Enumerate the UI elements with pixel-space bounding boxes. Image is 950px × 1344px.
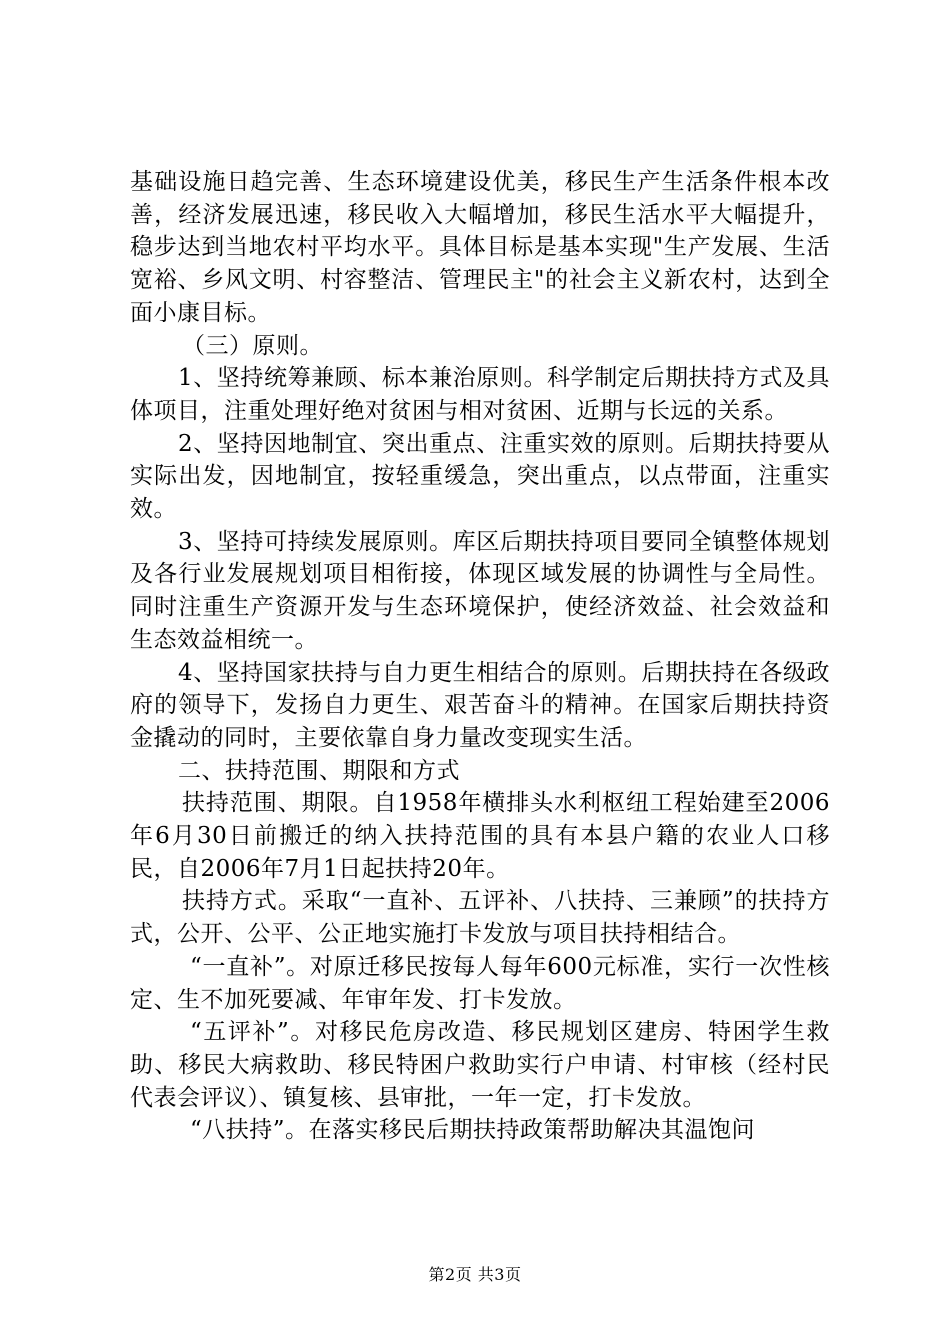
paragraph-direct-subsidy: “一直补”。对原迁移民按每人每年600元标准，实行一次性核定、生不加死要减、年审年发、打卡发放。 bbox=[130, 953, 830, 1013]
heading-principles: （三）原则。 bbox=[182, 332, 323, 359]
paragraph-principle-4: 4、坚持国家扶持与自力更生相结合的原则。后期扶持在各级政府的领导下，发扬自力更生、艰苦奋斗的精神。在国家后期扶持资金撬动的同时，主要依靠自身力量改变现实生活。 bbox=[130, 659, 830, 751]
paragraph-support-method: 扶持方式。采取“一直补、五评补、八扶持、三兼顾”的扶持方式，公开、公平、公正地实施打卡发放与项目扶持相结合。 bbox=[130, 888, 830, 948]
paragraph-eight-supports: “八扶持”。在落实移民后期扶持政策帮助解决其温饱问 bbox=[190, 1117, 756, 1144]
paragraph-principle-3: 3、坚持可持续发展原则。库区后期扶持项目要同全镇整体规划及各行业发展规划项目相衔接，体现区域发展的协调性与全局性。同时注重生产资源开发与生态环境保护，使经济效益、社会效益和生态效益相统一。 bbox=[130, 528, 830, 653]
page-footer: 第2页 共3页 bbox=[428, 1265, 522, 1284]
paragraph-scope-period: 扶持范围、期限。自1958年横排头水利枢纽工程始建至2006年6月30日前搬迁的纳入扶持范围的具有本县户籍的农业人口移民，自2006年7月1日起扶持20年。 bbox=[130, 790, 830, 882]
paragraph-principle-2: 2、坚持因地制宜、突出重点、注重实效的原则。后期扶持要从实际出发，因地制宜，按轻重缓急，突出重点，以点带面，注重实效。 bbox=[130, 430, 830, 523]
paragraph-five-reviews: “五评补”。对移民危房改造、移民规划区建房、特困学生救助、移民大病救助、移民特困户救助实行户申请、村审核（经村民代表会评议）、镇复核、县审批，一年一定，打卡发放。 bbox=[130, 1019, 830, 1111]
heading-scope: 二、扶持范围、期限和方式 bbox=[178, 757, 460, 784]
paragraph-goals: 基础设施日趋完善、生态环境建设优美，移民生产生活条件根本改善，经济发展迅速，移民收入大幅增加，移民生活水平大幅提升，稳步达到当地农村平均水平。具体目标是基本实现"生产发展、生活宽裕、乡风文明、村容整洁、管理民主"的社会主义新农村，达到全面小康目标。 bbox=[130, 169, 830, 326]
paragraph-principle-1: 1、坚持统筹兼顾、标本兼治原则。科学制定后期扶持方式及具体项目，注重处理好绝对贫困与相对贫困、近期与长远的关系。 bbox=[130, 365, 830, 424]
document-body bbox=[130, 166, 830, 1147]
